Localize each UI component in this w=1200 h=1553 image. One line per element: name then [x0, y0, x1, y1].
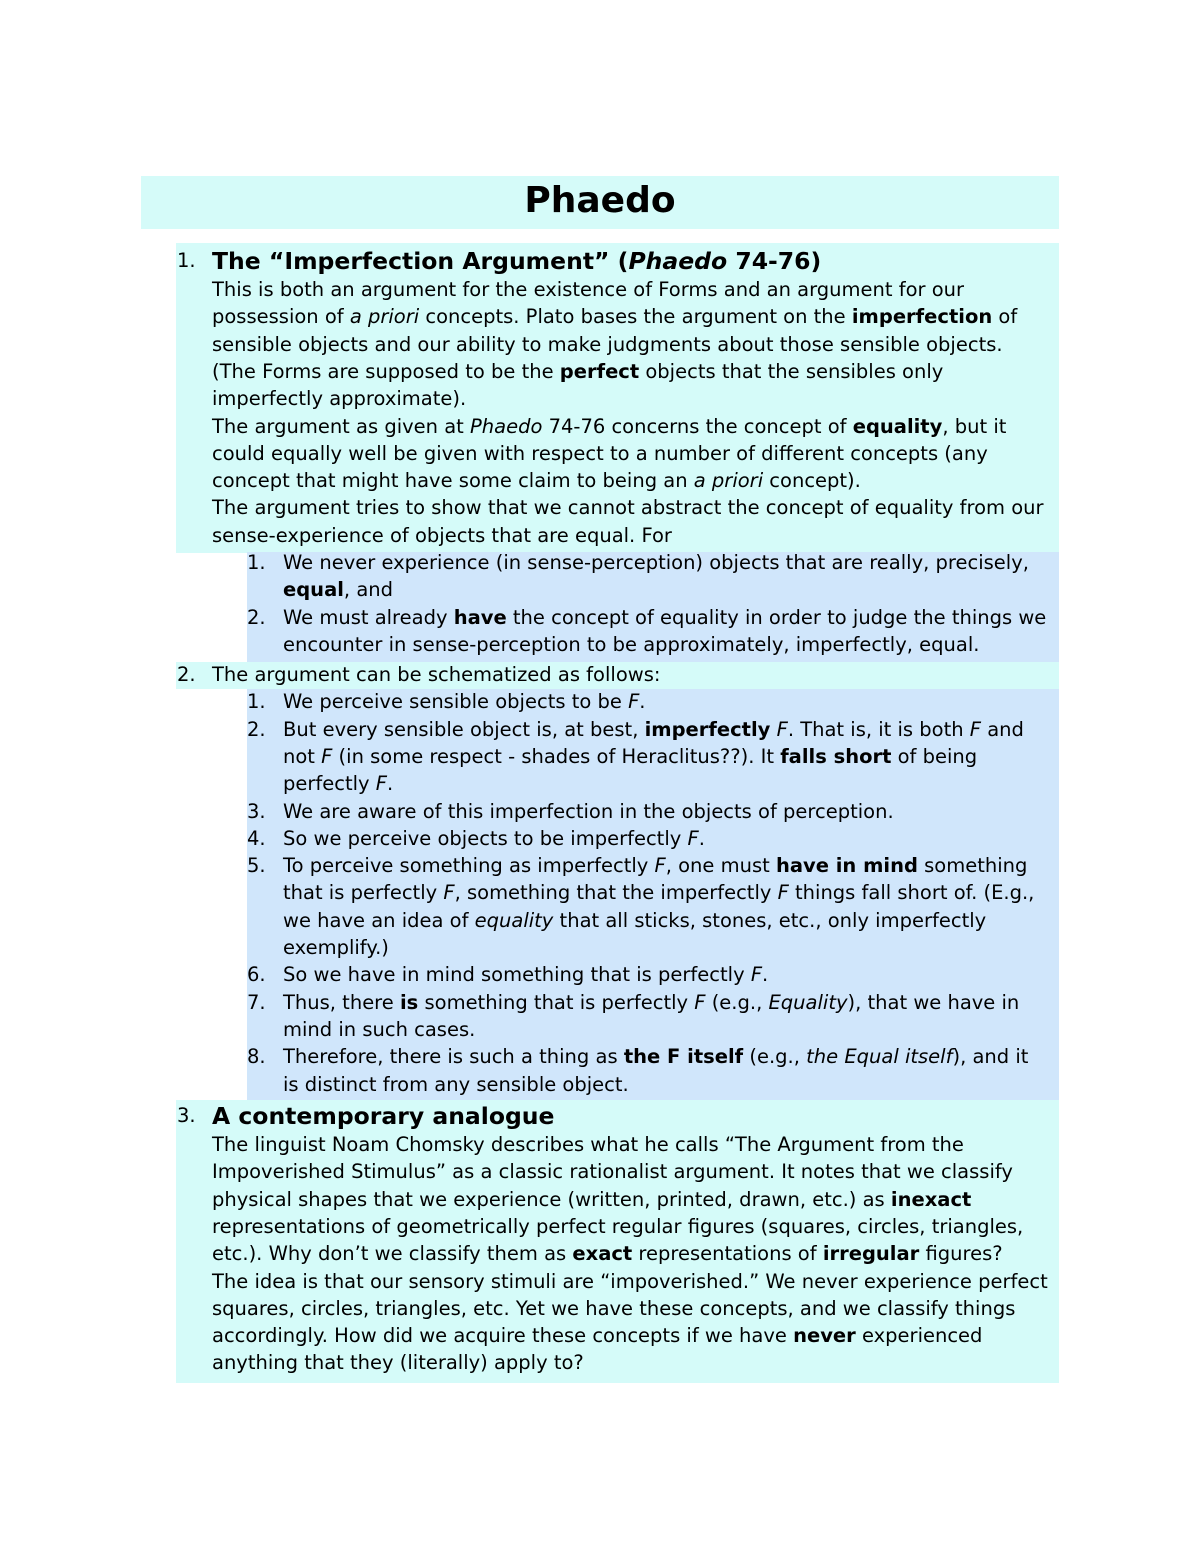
bold-text: never [793, 1324, 856, 1348]
italic-text: F [375, 772, 387, 796]
paragraph-line [212, 1158, 1013, 1185]
text-run: This is both an argument for the existence of Forms and an argument for our [212, 278, 965, 301]
heading-italic: Phaedo [628, 247, 728, 275]
list-item-line [283, 716, 1024, 743]
paragraph-line [212, 1213, 1023, 1240]
bold-text: have in mind [775, 854, 918, 878]
italic-text: Phaedo [470, 414, 543, 438]
list-item-line [283, 1071, 629, 1098]
list-item-line [283, 989, 1019, 1016]
text-run: squares, circles, triangles, etc. Yet we have these concepts, and we classify things [212, 1296, 1016, 1320]
paragraph-line [212, 331, 1003, 358]
subitem-number: 1. [247, 551, 266, 574]
text-run: . [698, 826, 705, 850]
text-run: anything that they (literally) apply to? [212, 1351, 584, 1375]
text-run: To perceive something as imperfectly [283, 854, 655, 878]
list-item-line [283, 879, 1034, 906]
list-item-line [283, 798, 894, 825]
bold-text: equality [852, 414, 943, 438]
italic-text: F [776, 717, 788, 741]
section-heading [212, 246, 821, 276]
text-run: But every sensible object is, at best, [283, 717, 645, 741]
text-run: , and [343, 578, 394, 602]
text-run: of being [891, 744, 978, 768]
subitem-number: 4. [247, 826, 266, 850]
bold-text: inexact [890, 1187, 972, 1211]
bold-text: have [453, 605, 507, 629]
italic-text: F [777, 881, 789, 905]
subitem-number: 5. [247, 854, 266, 878]
italic-text: F [654, 854, 666, 878]
paragraph-line [212, 661, 660, 688]
paragraph-line [212, 413, 1006, 440]
section-number: 3. [177, 1104, 196, 1127]
text-run: encounter in sense-perception to be approximately, imperfectly, equal. [283, 632, 980, 656]
page-title: Phaedo [524, 180, 676, 221]
list-item-line [283, 576, 393, 603]
italic-text: F [321, 744, 333, 768]
text-run: the concept of equality in order to judge the things we [506, 605, 1047, 629]
text-run: Thus, there [283, 990, 400, 1014]
text-run: exemplify.) [283, 936, 389, 959]
paragraph-line [212, 276, 964, 303]
text-run: The argument tries to show that we cannot abstract the concept of equality from our [212, 496, 1044, 520]
text-run: ), that we have in [847, 990, 1020, 1014]
text-run: representations of geometrically perfect regular figures (squares, circles, triangles, [212, 1214, 1024, 1238]
text-run: something [917, 854, 1028, 878]
italic-text: F [694, 990, 706, 1014]
text-run: ), and it [952, 1045, 1029, 1069]
text-run: concept). [763, 469, 861, 493]
list-item-line [283, 770, 393, 797]
text-run: perfectly [283, 772, 376, 796]
text-run: So we perceive objects to be imperfectly [283, 826, 688, 850]
italic-text: equality [474, 908, 554, 932]
italic-text: F [969, 717, 982, 741]
text-run: imperfectly approximate). [212, 387, 467, 411]
text-run: objects that the sensibles only [639, 359, 944, 383]
text-run: something that is perfectly [418, 990, 695, 1014]
subitem-number: 6. [247, 963, 266, 987]
text-run: sense-experience of objects that are equal. For [212, 523, 672, 547]
text-run: 74-76 concerns the concept of [542, 414, 853, 438]
paragraph-line [212, 1295, 1015, 1322]
list-item-line [283, 825, 705, 852]
text-run: experienced [855, 1324, 983, 1348]
heading-text: The “Imperfection Argument” ( [212, 247, 629, 275]
text-run: , but it [942, 414, 1007, 438]
bold-text: exact [572, 1242, 633, 1266]
italic-text: a priori [693, 469, 764, 493]
text-run: The argument as given at [212, 414, 471, 438]
paragraph-line [212, 522, 672, 549]
list-item-line [283, 743, 977, 770]
bold-text: imperfection [851, 305, 993, 329]
section-number: 2. [177, 663, 196, 686]
list-item-line [283, 1043, 1028, 1070]
list-item-line [283, 1016, 475, 1043]
paragraph-line [212, 385, 466, 412]
text-run: concepts. Plato bases the argument on the [419, 305, 852, 329]
subitem-number: 1. [247, 690, 266, 714]
paragraph-line [212, 1349, 584, 1376]
paragraph-line [212, 1268, 1048, 1295]
text-run: mind in such cases. [283, 1017, 476, 1041]
list-item-line [283, 549, 1029, 576]
text-run: . [762, 963, 769, 987]
italic-text: F [687, 826, 699, 850]
list-item-line [283, 688, 645, 715]
heading-text: 74-76) [727, 247, 822, 275]
text-run: representations of [632, 1242, 823, 1266]
list-item-line [283, 852, 1027, 879]
paragraph-line [212, 494, 1044, 521]
text-run: things fall short of. (E.g., [788, 881, 1035, 905]
bold-text: is [399, 990, 419, 1014]
bold-text: the F itself [623, 1045, 744, 1069]
list-item-line [283, 631, 979, 658]
text-run: sensible objects and our ability to make judgments about those sensible objects. [212, 332, 1003, 356]
text-run: We are aware of this imperfection in the objects of perception. [283, 799, 894, 823]
text-run: that is perfectly [283, 881, 444, 905]
italic-text: Equality [768, 990, 848, 1014]
text-run: etc.). Why don’t we classify them as [212, 1242, 573, 1266]
subitem-number: 8. [247, 1045, 266, 1069]
text-run: . [387, 772, 394, 796]
bold-text: perfect [559, 359, 640, 383]
heading-text: A contemporary analogue [212, 1102, 555, 1130]
paragraph-line [212, 1240, 1003, 1267]
text-run: accordingly. How did we acquire these concepts if we have [212, 1324, 794, 1348]
text-run: (The Forms are supposed to be the [212, 359, 560, 383]
italic-text: F [750, 963, 763, 987]
text-run: We perceive sensible objects to be [283, 690, 629, 714]
bold-text: falls short [780, 744, 892, 768]
text-run: Therefore, there is such a thing as [283, 1045, 624, 1069]
text-run: (e.g., [743, 1045, 807, 1069]
list-item-line [283, 907, 986, 934]
italic-text: F [443, 881, 455, 905]
section-number: 1. [177, 249, 196, 272]
text-run: not [283, 744, 322, 768]
text-run: possession of [212, 305, 350, 329]
paragraph-line [212, 467, 861, 494]
subitem-number: 7. [247, 990, 266, 1014]
text-run: of [992, 305, 1018, 329]
subitem-number: 2. [247, 605, 266, 629]
text-run: and [981, 717, 1024, 741]
text-run: The argument can be schematized as follows: [212, 663, 661, 686]
text-run: So we have in mind something that is perfectly [283, 963, 751, 987]
list-item-line [283, 604, 1046, 631]
text-run: . [639, 690, 646, 714]
text-run: figures? [919, 1242, 1003, 1266]
bold-text: irregular [822, 1242, 920, 1266]
paragraph-line [212, 1322, 982, 1349]
italic-text: F [628, 690, 640, 714]
paragraph-line [212, 1186, 971, 1213]
text-run: The linguist Noam Chomsky describes what he calls “The Argument from the [212, 1133, 964, 1156]
text-run: physical shapes that we experience (written, printed, drawn, etc.) as [212, 1187, 891, 1211]
text-run: is distinct from any sensible object. [283, 1072, 629, 1096]
subitem-number: 3. [247, 799, 266, 823]
text-run: could equally well be given with respect to a number of different concepts (any [212, 441, 988, 465]
text-run: , one must [665, 854, 776, 878]
paragraph-line [212, 358, 943, 385]
italic-text: a priori [349, 305, 420, 329]
paragraph-line [212, 1131, 964, 1158]
text-run: (e.g., [705, 990, 769, 1014]
text-run: that all sticks, stones, etc., only imperfectly [553, 908, 987, 932]
text-run: we have an idea of [283, 908, 475, 932]
paragraph-line [212, 440, 988, 467]
list-item-line [283, 961, 768, 988]
text-run: We must already [283, 605, 454, 629]
subitem-number: 2. [247, 717, 266, 741]
bold-text: imperfectly [644, 717, 771, 741]
text-run: (in some respect - shades of Heraclitus??). It [332, 744, 781, 768]
text-run: Impoverished Stimulus” as a classic rationalist argument. It notes that we classify [212, 1160, 1013, 1184]
paragraph-line [212, 303, 1017, 330]
italic-text: the Equal itself [806, 1045, 953, 1069]
list-item-line [283, 934, 389, 961]
text-run: concept that might have some claim to being an [212, 469, 694, 493]
text-run: The idea is that our sensory stimuli are “impoverished.” We never experience perfect [212, 1269, 1048, 1293]
section-heading [212, 1101, 554, 1131]
text-run: We never experience (in sense-perception) objects that are really, precisely, [283, 551, 1029, 574]
text-run: . That is, it is both [787, 717, 970, 741]
text-run: , something that the imperfectly [454, 881, 778, 905]
bold-text: equal [283, 578, 344, 602]
